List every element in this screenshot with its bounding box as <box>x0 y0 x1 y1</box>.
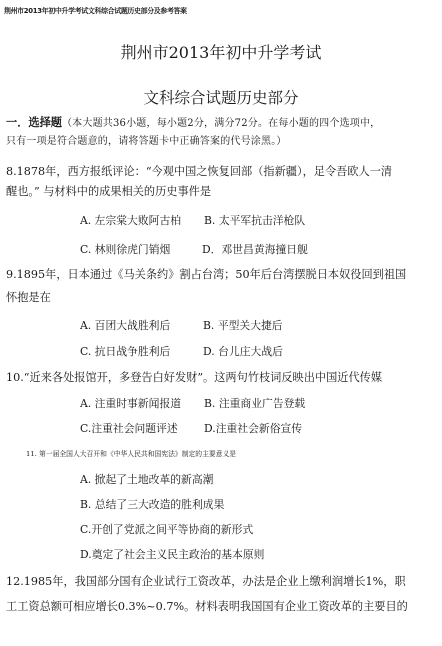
question-11-option-b: B. 总结了三大改造的胜利成果 <box>80 498 225 511</box>
document-main-title: 荆州市2013年初中升学考试文科综合试题历史部分及参考答案 <box>4 7 187 15</box>
question-11-line1: 11. 第一届全国人大召开和《中华人民共和国宪法》制定的主要意义是 <box>26 450 237 458</box>
question-10-option-b: B. 注重商业广告登载 <box>204 397 306 410</box>
question-8-option-b: B. 太平军抗击洋枪队 <box>204 214 306 227</box>
section-note-line1: （本大题共36小题，每小题2分，满分72分。在每小题的四个选项中， <box>61 118 381 129</box>
question-12-line2: 工工资总额可相应增长0.3%~0.7%。材料表明我国国有企业工资改革的主要目的 <box>6 600 408 613</box>
question-8-line1: 8.1878年，西方报纸评论：“今观中国之恢复回部（指新疆），足令吾欧人一清 <box>6 165 393 178</box>
question-11-option-c: C.开创了党派之间平等协商的新形式 <box>80 523 254 536</box>
question-10-option-a: A. 注重时事新闻报道 <box>80 397 182 410</box>
question-9-line2: 怀抱是在 <box>6 291 51 304</box>
section-heading <box>6 115 434 132</box>
section-number: 一． <box>6 116 29 129</box>
question-10-option-d: D.注重社会新俗宣传 <box>204 422 303 435</box>
section-name: 选择题 <box>28 116 62 129</box>
section-note-line2: 只有一项是符合题意的，请将答题卡中正确答案的代号涂黑。） <box>6 136 287 147</box>
question-8-line2: 醒也。” 与材料中的成果相关的历史事件是 <box>6 185 212 198</box>
question-11-option-d: D.奠定了社会主义民主政治的基本原则 <box>80 548 265 561</box>
question-9-option-b: B. 平型关大捷后 <box>203 319 283 332</box>
question-11-option-a: A. 掀起了土地改革的新高潮 <box>80 473 214 486</box>
question-9-option-c: C. 抗日战争胜利后 <box>80 345 171 358</box>
question-9-option-d: D. 台儿庄大战后 <box>203 345 283 358</box>
question-12-line1: 12.1985年，我国部分国有企业试行工资改革，办法是企业上缴利润增长1%，职 <box>6 575 406 588</box>
question-10-option-c: C.注重社会问题评述 <box>80 422 178 435</box>
question-9-option-a: A. 百团大战胜利后 <box>80 319 171 332</box>
exam-title: 荆州市2013年初中升学考试 <box>120 43 322 62</box>
question-8-option-c: C. 林则徐虎门销烟 <box>80 243 171 256</box>
question-8-option-d: D．邓世昌黄海撞日舰 <box>202 243 308 256</box>
question-8-option-a: A. 左宗棠大败阿古柏 <box>80 214 182 227</box>
question-9-line1: 9.1895年，日本通过《马关条约》割占台湾；50年后台湾摆脱日本奴役回到祖国 <box>6 268 407 281</box>
subject-title: 文科综合试题历史部分 <box>143 89 299 107</box>
question-10-line1: 10.“近来各处报馆开，多登告白好发财”。这两句竹枝词反映出中国近代传媒 <box>6 371 383 384</box>
